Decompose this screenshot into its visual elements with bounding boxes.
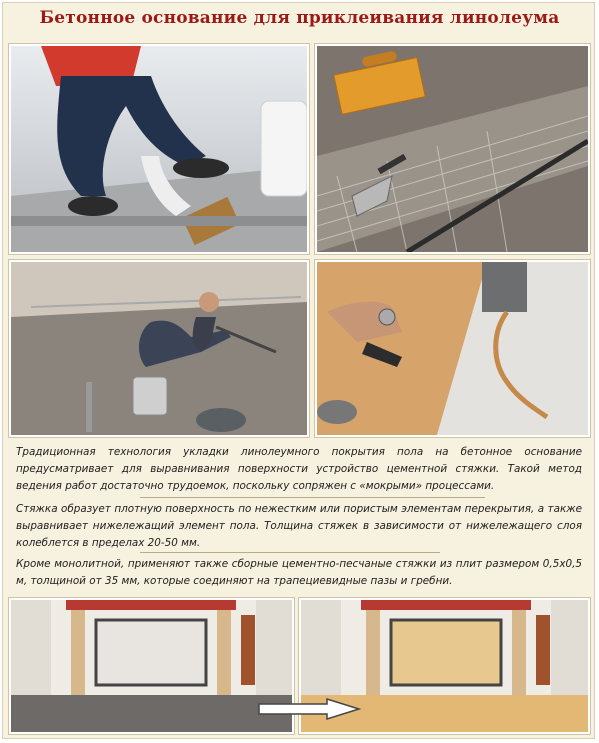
right-arrow-icon [257, 697, 362, 721]
paragraph-1: Традиционная технология укладки линолеумного покрытия пола на бетонное основание предусматривает для выравнивания поверхности устройство цементной стяжки. Такой метод ведения работ достаточно трудоемок, поскольку сопряжен с «мокрыми» процессами. [16, 446, 582, 492]
screed-reinforcement-mesh-photo [315, 44, 590, 254]
paragraph-2: Стяжка образует плотную поверхность по нежестким или пористым элементам перекрытия, а также выравнивает нижележащий элемент пола. Толщина стяжек в зависимости от нижележащего слоя колеблется в пределах 20-50 мм. [16, 503, 582, 549]
linoleum-cutting-photo [315, 260, 590, 437]
worker-leveling-screed-photo [9, 260, 309, 437]
page-title: Бетонное основание для приклеивания линолеума [39, 8, 560, 28]
separator-2 [140, 552, 440, 553]
room-concrete-floor-photo [9, 598, 294, 734]
paragraph-3: Кроме монолитной, применяют также сборные цементно-песчаные стяжки из плит размером 0,5х0,5 м, толщиной от 35 мм, которые соединяют на трапециевидные пазы и гребни. [16, 558, 582, 587]
worker-priming-floor-photo [9, 44, 309, 254]
separator-1 [140, 497, 485, 498]
